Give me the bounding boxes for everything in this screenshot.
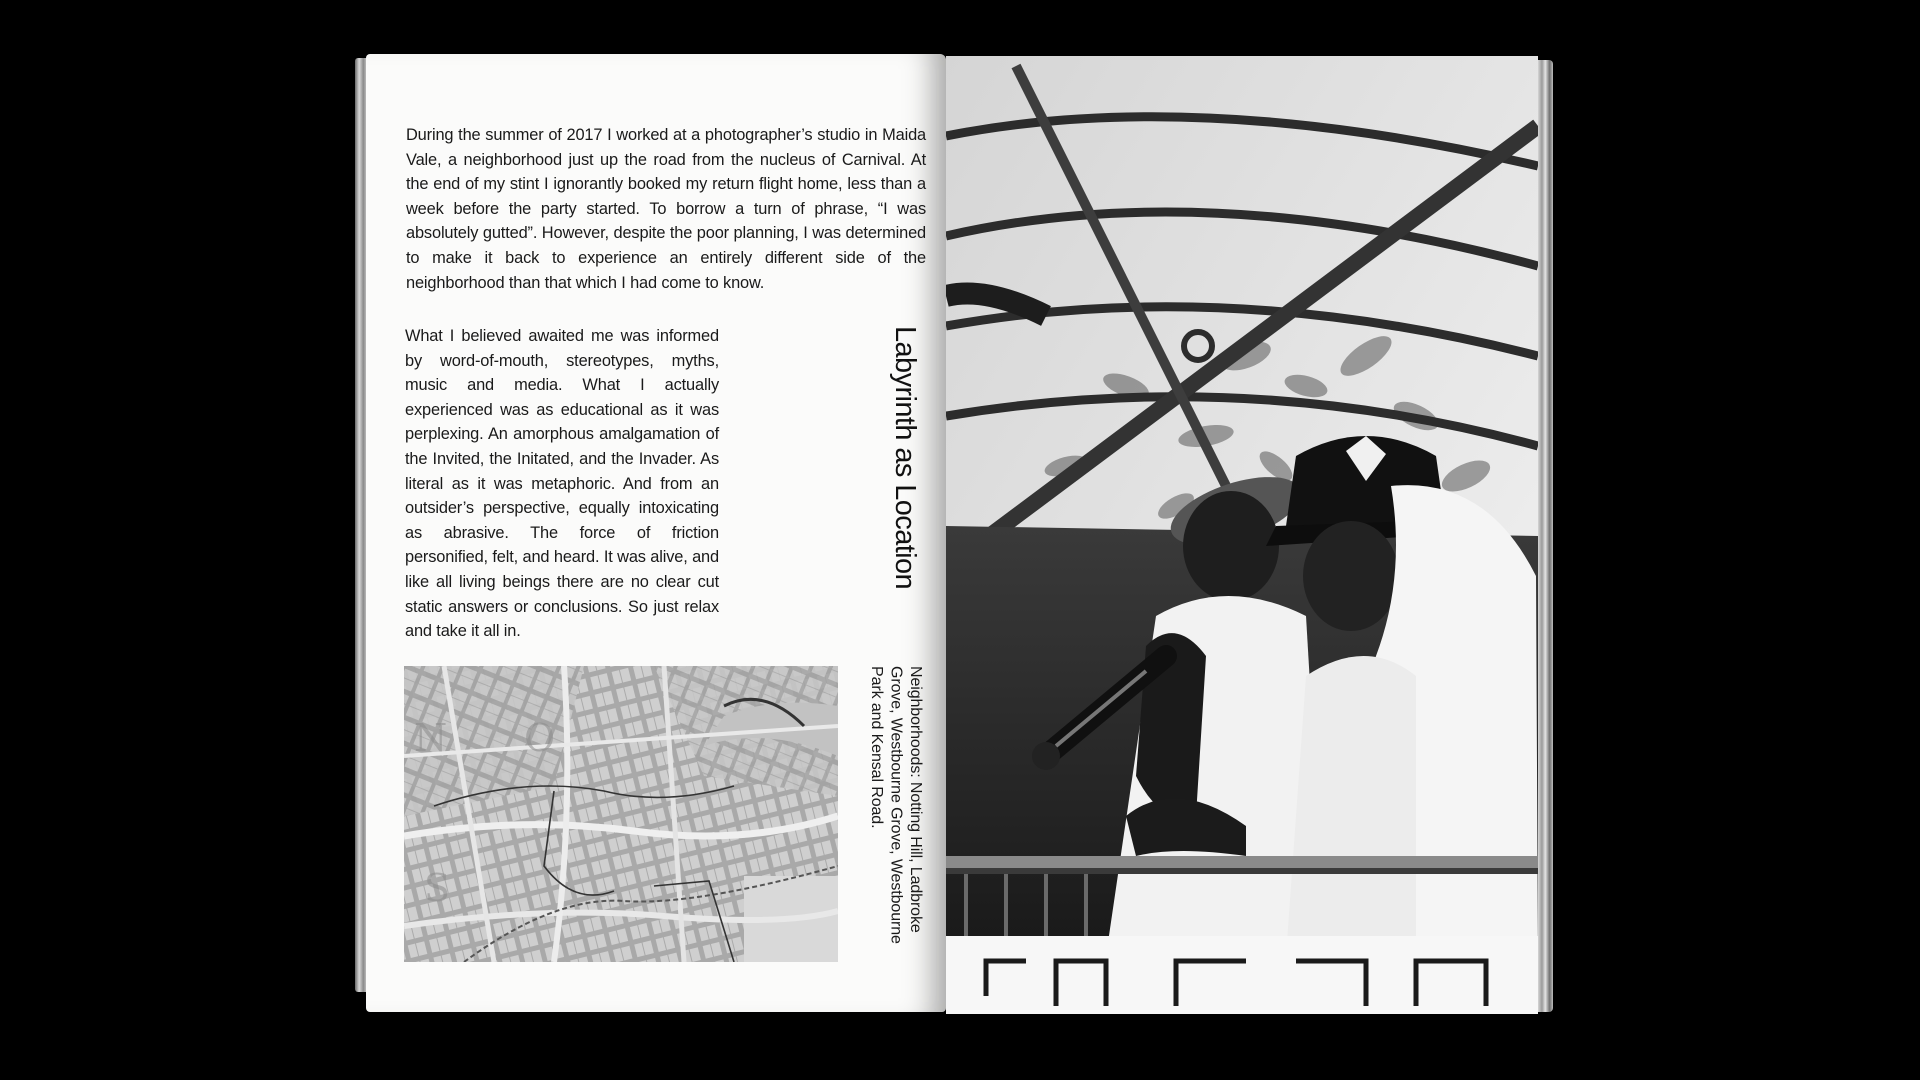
photo-graphic	[946, 56, 1538, 1014]
svg-text:S: S	[424, 866, 451, 910]
carnival-photograph	[946, 56, 1538, 1014]
page-title: Labyrinth as Location	[889, 326, 921, 590]
svg-text:O: O	[524, 716, 556, 760]
map-image	[404, 666, 838, 962]
intro-paragraph: During the summer of 2017 I worked at a photographer’s studio in Maida Vale, a neighborhood just up the road from the nucleus of Carnival. At the end of my stint I ignorantly booked my return flight home, less than a week before the party started. To borrow a turn of phrase, “I was absolutely gutted”. However, despite the poor planning, I was determined to make it back to experience an entirely different side of the neighborhood than that which I had come to know.	[406, 126, 926, 292]
street-map-graphic	[404, 666, 838, 962]
body-paragraph: What I believed awaited me was informed by word-of-mouth, stereotypes, myths, music and media. What I actually experienced was as educational as it was perplexing. An amorphous amalgamation of the Invited, the Initated, and the Invader. As literal as it was metaphoric. And from an outsider’s perspective, equally intoxicating as abrasive. The force of friction personified, felt, and heard. It was alive, and like all living beings there are no clear cut static answers or conclusions. So just relax and take it all in.	[405, 327, 719, 641]
page-stack-right-edge	[1536, 60, 1553, 1012]
svg-text:N: N	[414, 716, 448, 760]
map-caption: Neighborhoods: Notting Hill, Ladbroke Grove, Westbourne Grove, Westbourne Park and Kensal Road.	[868, 666, 924, 944]
